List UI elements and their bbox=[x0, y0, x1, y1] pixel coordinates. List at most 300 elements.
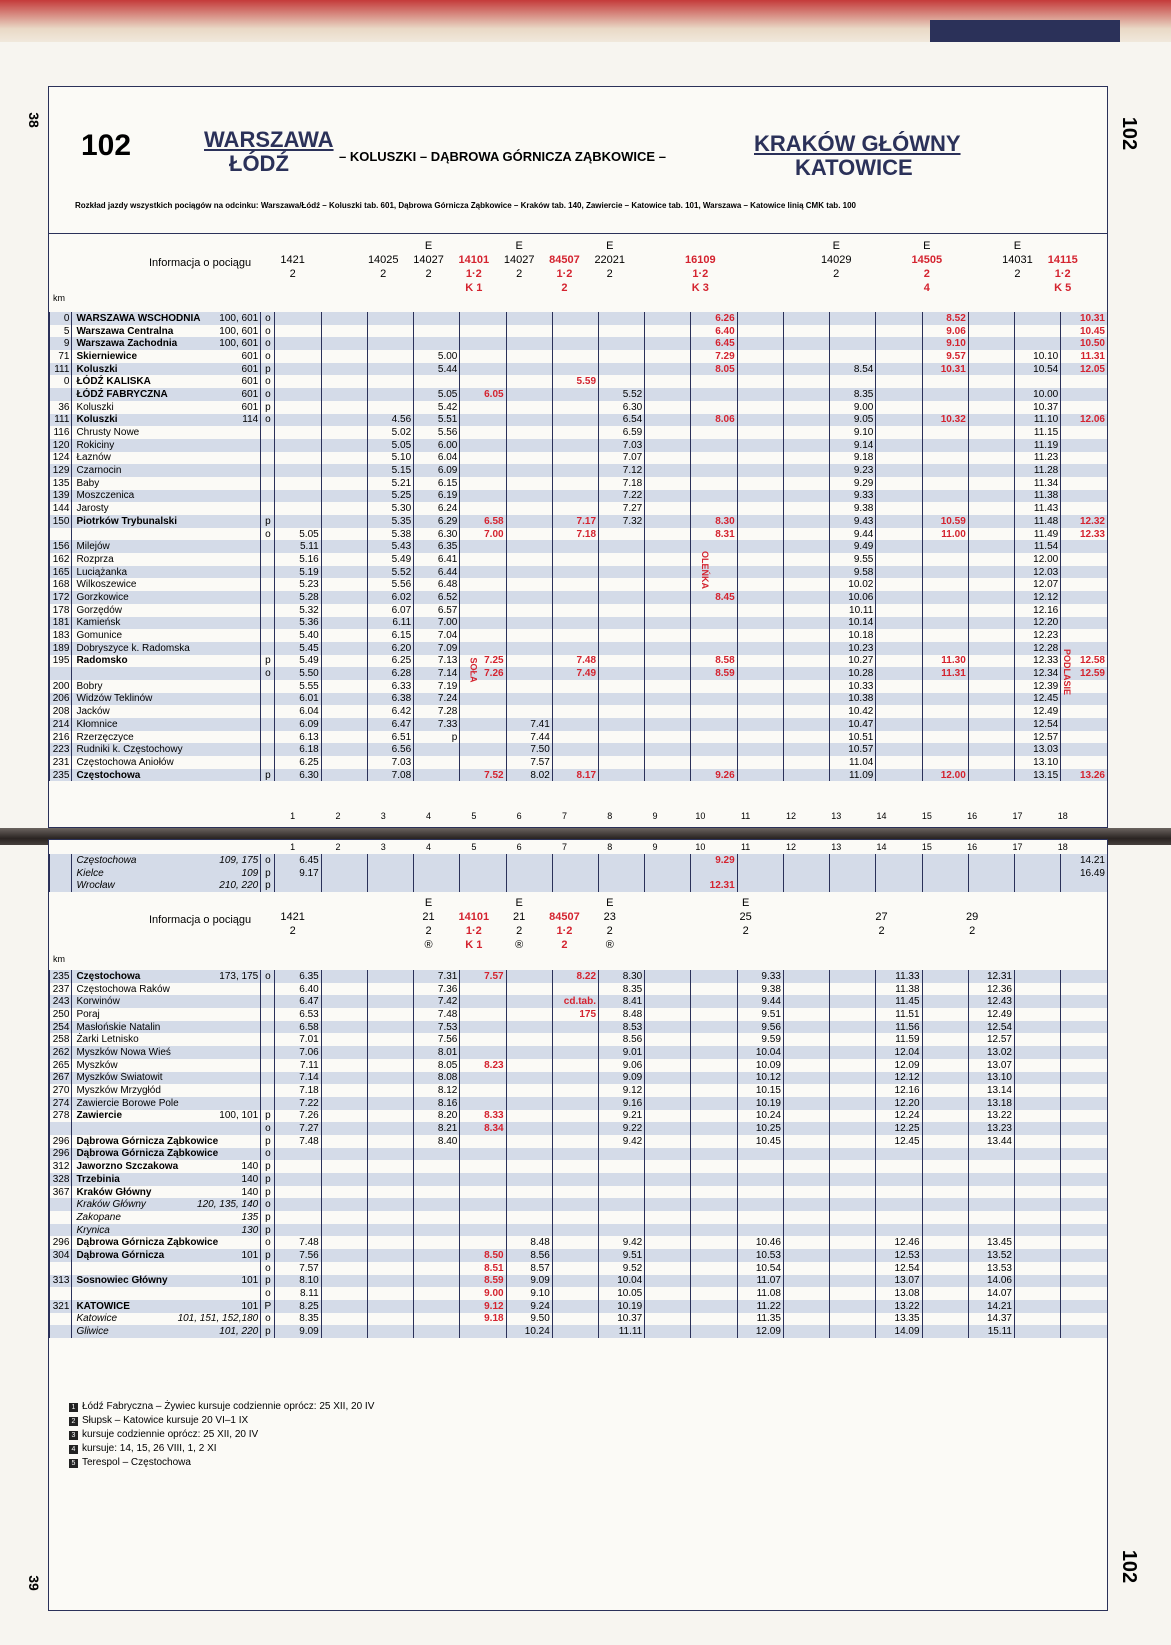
time-cell: 5.15 bbox=[367, 464, 413, 477]
km-cell bbox=[50, 867, 72, 880]
time-cell bbox=[506, 553, 552, 566]
train-name: PODLASIE bbox=[1062, 648, 1073, 696]
time-cell: 9.05 bbox=[830, 414, 876, 427]
time-cell: 6.45 bbox=[691, 337, 737, 350]
time-cell: 10.24 bbox=[506, 1325, 552, 1338]
station-cell bbox=[72, 1198, 261, 1211]
km-cell: 139 bbox=[50, 490, 72, 503]
km-cell bbox=[50, 1325, 72, 1338]
time-cell: 5.45 bbox=[275, 642, 321, 655]
arr-dep-cell bbox=[261, 553, 275, 566]
time-cell: 8.21 bbox=[414, 1122, 460, 1135]
train-category: E bbox=[424, 897, 433, 909]
station-cell bbox=[72, 388, 261, 401]
km-cell bbox=[50, 667, 72, 680]
time-cell: 10.45 bbox=[1061, 325, 1107, 338]
time-cell bbox=[321, 769, 367, 782]
time-cell bbox=[552, 718, 598, 731]
time-cell bbox=[599, 769, 645, 782]
time-cell bbox=[968, 363, 1014, 376]
time-cell bbox=[460, 375, 506, 388]
time-cell bbox=[737, 743, 783, 756]
time-cell bbox=[552, 363, 598, 376]
table-row bbox=[50, 401, 1108, 414]
time-cell bbox=[1061, 1313, 1107, 1326]
train-mark: K 5 bbox=[1054, 282, 1072, 294]
time-cell: 10.12 bbox=[737, 1072, 783, 1085]
time-cell bbox=[321, 578, 367, 591]
time-cell bbox=[552, 464, 598, 477]
time-cell: 11.04 bbox=[830, 756, 876, 769]
station-name: Warszawa Centralna bbox=[76, 325, 174, 337]
time-cell bbox=[1061, 983, 1107, 996]
station-ref: 109, 175 bbox=[219, 854, 259, 866]
km-cell: 367 bbox=[50, 1186, 72, 1199]
time-cell: 6.38 bbox=[367, 693, 413, 706]
time-cell bbox=[645, 490, 691, 503]
time-cell bbox=[830, 1021, 876, 1034]
station-cell bbox=[72, 693, 261, 706]
info-label-lower: Informacja o pociągu bbox=[149, 914, 252, 926]
arr-dep-cell bbox=[261, 756, 275, 769]
km-cell: 237 bbox=[50, 983, 72, 996]
time-cell bbox=[321, 452, 367, 465]
time-cell bbox=[460, 553, 506, 566]
time-cell bbox=[506, 1033, 552, 1046]
time-cell bbox=[737, 756, 783, 769]
time-cell bbox=[922, 578, 968, 591]
train-mark: 4 bbox=[923, 282, 930, 294]
time-cell: 7.48 bbox=[414, 1008, 460, 1021]
footnote-number: 1 bbox=[69, 1403, 78, 1412]
footnote bbox=[69, 1442, 869, 1456]
train-header bbox=[270, 239, 315, 295]
time-cell bbox=[321, 642, 367, 655]
station-cell bbox=[72, 426, 261, 439]
time-cell: 10.14 bbox=[830, 617, 876, 630]
arr-dep-cell: o bbox=[261, 1313, 275, 1326]
time-cell: 6.26 bbox=[691, 312, 737, 325]
time-cell bbox=[460, 1084, 506, 1097]
time-cell: 8.35 bbox=[275, 1313, 321, 1326]
station-cell bbox=[72, 350, 261, 363]
station-name: Myszków Światowit bbox=[76, 1072, 163, 1084]
train-category bbox=[451, 239, 496, 253]
time-cell bbox=[599, 578, 645, 591]
time-cell: 11.34 bbox=[1014, 477, 1060, 490]
km-cell bbox=[50, 854, 72, 867]
time-cell: 6.28 bbox=[367, 667, 413, 680]
time-cell: 12.24 bbox=[876, 1110, 922, 1123]
arr-dep-cell: p bbox=[261, 1186, 275, 1199]
station-cell bbox=[72, 477, 261, 490]
time-cell: 6.53 bbox=[275, 1008, 321, 1021]
time-cell bbox=[1061, 1033, 1107, 1046]
time-cell bbox=[367, 1300, 413, 1313]
train-category bbox=[859, 896, 904, 910]
time-cell: 5.30 bbox=[367, 502, 413, 515]
time-cell bbox=[460, 617, 506, 630]
time-cell bbox=[321, 1072, 367, 1085]
time-cell bbox=[645, 464, 691, 477]
km-cell: 156 bbox=[50, 540, 72, 553]
time-cell bbox=[645, 617, 691, 630]
station-ref: 140 bbox=[241, 1173, 259, 1185]
time-cell bbox=[691, 995, 737, 1008]
time-cell bbox=[1061, 502, 1107, 515]
time-cell bbox=[599, 566, 645, 579]
time-cell bbox=[460, 1097, 506, 1110]
time-cell bbox=[968, 578, 1014, 591]
time-cell bbox=[506, 477, 552, 490]
time-cell bbox=[1061, 718, 1107, 731]
time-cell: 7.09 bbox=[414, 642, 460, 655]
time-cell bbox=[830, 995, 876, 1008]
time-cell: 16.49 bbox=[1061, 867, 1107, 880]
station-ref: 100, 601 bbox=[219, 325, 259, 337]
time-cell bbox=[367, 312, 413, 325]
time-cell bbox=[830, 1211, 876, 1224]
time-cell bbox=[321, 401, 367, 414]
time-cell bbox=[876, 540, 922, 553]
time-cell bbox=[1014, 1198, 1060, 1211]
time-cell bbox=[737, 452, 783, 465]
time-cell: 10.06 bbox=[830, 591, 876, 604]
time-cell bbox=[1061, 1300, 1107, 1313]
time-cell: 7.19 bbox=[414, 680, 460, 693]
km-cell: 254 bbox=[50, 1021, 72, 1034]
station-ref: 100, 101 bbox=[219, 1110, 259, 1122]
train-class: 2 bbox=[606, 268, 613, 280]
station-cell bbox=[72, 983, 261, 996]
time-cell bbox=[552, 1287, 598, 1300]
time-cell bbox=[1014, 337, 1060, 350]
time-cell bbox=[506, 464, 552, 477]
time-cell: 5.05 bbox=[367, 439, 413, 452]
time-cell bbox=[506, 388, 552, 401]
time-cell bbox=[691, 1148, 737, 1161]
time-cell bbox=[968, 464, 1014, 477]
station-name: Wrocław bbox=[76, 880, 115, 892]
table-row bbox=[50, 502, 1108, 515]
footnote bbox=[69, 1456, 869, 1470]
arr-dep-cell: p bbox=[261, 1211, 275, 1224]
time-cell bbox=[691, 553, 737, 566]
time-cell bbox=[321, 515, 367, 528]
time-cell: 6.01 bbox=[275, 693, 321, 706]
train-info-upper bbox=[49, 239, 1107, 311]
time-cell: 13.45 bbox=[968, 1236, 1014, 1249]
time-cell: 7.03 bbox=[599, 439, 645, 452]
arr-dep-cell: o bbox=[261, 1148, 275, 1161]
time-cell: 5.59 bbox=[552, 375, 598, 388]
time-cell bbox=[321, 426, 367, 439]
time-cell bbox=[968, 854, 1014, 867]
station-ref: 130 bbox=[241, 1224, 259, 1236]
time-cell bbox=[922, 452, 968, 465]
time-cell bbox=[876, 1160, 922, 1173]
time-cell: 6.02 bbox=[367, 591, 413, 604]
time-cell: 6.18 bbox=[275, 743, 321, 756]
arr-dep-cell bbox=[261, 578, 275, 591]
km-cell: 150 bbox=[50, 515, 72, 528]
time-cell bbox=[506, 667, 552, 680]
station-name: Częstochowa Aniołów bbox=[76, 756, 174, 768]
time-cell: 8.52 bbox=[922, 312, 968, 325]
time-cell bbox=[321, 439, 367, 452]
time-cell: 6.52 bbox=[414, 591, 460, 604]
time-cell: 9.38 bbox=[830, 502, 876, 515]
time-cell: 11.48 bbox=[1014, 515, 1060, 528]
time-cell bbox=[275, 515, 321, 528]
time-cell bbox=[414, 312, 460, 325]
page-upper bbox=[0, 42, 1171, 837]
time-cell: 7.07 bbox=[599, 452, 645, 465]
time-cell: 6.05 bbox=[460, 388, 506, 401]
train-mark: K 1 bbox=[465, 282, 483, 294]
time-cell bbox=[1061, 490, 1107, 503]
train-number: 14115 bbox=[1047, 254, 1078, 266]
time-cell bbox=[321, 1148, 367, 1161]
footnote-number: 4 bbox=[69, 1445, 78, 1454]
time-cell bbox=[922, 1122, 968, 1135]
time-cell bbox=[599, 731, 645, 744]
station-cell bbox=[72, 1313, 261, 1326]
time-cell bbox=[830, 1097, 876, 1110]
time-cell: 7.44 bbox=[506, 731, 552, 744]
arr-dep-cell bbox=[261, 490, 275, 503]
time-cell: 8.08 bbox=[414, 1072, 460, 1085]
train-category: E bbox=[832, 240, 840, 252]
km-cell: 223 bbox=[50, 743, 72, 756]
station-cell bbox=[72, 1122, 261, 1135]
column-number: 16 bbox=[967, 811, 978, 821]
time-cell bbox=[645, 995, 691, 1008]
time-cell bbox=[552, 1021, 598, 1034]
table-row bbox=[50, 1275, 1108, 1288]
time-cell: 6.15 bbox=[367, 629, 413, 642]
arr-dep-cell bbox=[261, 743, 275, 756]
time-cell: 6.58 bbox=[275, 1021, 321, 1034]
time-cell bbox=[460, 1325, 506, 1338]
time-cell: 11.08 bbox=[737, 1287, 783, 1300]
time-cell: 7.14 bbox=[275, 1072, 321, 1085]
time-cell bbox=[876, 1211, 922, 1224]
time-cell bbox=[506, 401, 552, 414]
km-cell: 214 bbox=[50, 718, 72, 731]
time-cell bbox=[275, 464, 321, 477]
time-cell bbox=[599, 854, 645, 867]
time-cell bbox=[645, 502, 691, 515]
time-cell: 9.44 bbox=[830, 528, 876, 541]
time-cell bbox=[922, 1186, 968, 1199]
time-cell bbox=[830, 1224, 876, 1237]
time-cell bbox=[922, 375, 968, 388]
time-cell bbox=[367, 854, 413, 867]
time-cell bbox=[737, 464, 783, 477]
time-cell bbox=[968, 553, 1014, 566]
time-cell: 6.25 bbox=[367, 655, 413, 668]
time-cell bbox=[783, 426, 829, 439]
time-cell: 13.08 bbox=[876, 1287, 922, 1300]
time-cell: 5.16 bbox=[275, 553, 321, 566]
time-cell bbox=[460, 1033, 506, 1046]
time-cell: 8.23 bbox=[460, 1059, 506, 1072]
time-cell bbox=[599, 553, 645, 566]
time-cell bbox=[922, 1148, 968, 1161]
time-cell bbox=[460, 414, 506, 427]
column-numbers-upper bbox=[49, 811, 1107, 823]
station-ref: 101 bbox=[241, 1300, 259, 1312]
station-cell bbox=[72, 1287, 261, 1300]
time-cell bbox=[460, 705, 506, 718]
time-cell: 7.33 bbox=[414, 718, 460, 731]
time-cell: 6.47 bbox=[367, 718, 413, 731]
time-cell bbox=[321, 591, 367, 604]
time-cell bbox=[645, 680, 691, 693]
time-cell bbox=[321, 1033, 367, 1046]
time-cell bbox=[506, 983, 552, 996]
time-cell bbox=[321, 617, 367, 630]
time-cell: 12.12 bbox=[1014, 591, 1060, 604]
table-row bbox=[50, 515, 1108, 528]
arr-dep-cell bbox=[261, 995, 275, 1008]
time-cell bbox=[321, 1262, 367, 1275]
train-mark bbox=[497, 281, 542, 295]
time-cell: 9.26 bbox=[691, 769, 737, 782]
time-cell bbox=[783, 1325, 829, 1338]
time-cell: 5.25 bbox=[367, 490, 413, 503]
time-cell bbox=[645, 867, 691, 880]
station-cell bbox=[72, 363, 261, 376]
time-cell bbox=[691, 1110, 737, 1123]
time-cell bbox=[1061, 477, 1107, 490]
time-cell bbox=[506, 1046, 552, 1059]
station-name: Myszków Nowa Wieś bbox=[76, 1046, 171, 1058]
time-cell bbox=[968, 1224, 1014, 1237]
km-cell bbox=[50, 879, 72, 892]
time-cell: 10.10 bbox=[1014, 350, 1060, 363]
time-cell bbox=[968, 452, 1014, 465]
time-cell: 11.35 bbox=[737, 1313, 783, 1326]
station-ref: 101, 220 bbox=[219, 1326, 259, 1338]
time-cell: 11.49 bbox=[1014, 528, 1060, 541]
time-cell bbox=[599, 591, 645, 604]
table-row bbox=[50, 566, 1108, 579]
time-cell bbox=[506, 970, 552, 983]
time-cell bbox=[968, 350, 1014, 363]
km-cell bbox=[50, 1211, 72, 1224]
time-cell bbox=[737, 388, 783, 401]
time-cell bbox=[691, 1160, 737, 1173]
time-cell bbox=[876, 325, 922, 338]
time-cell bbox=[552, 1084, 598, 1097]
time-cell bbox=[830, 1198, 876, 1211]
station-cell bbox=[72, 401, 261, 414]
time-cell bbox=[968, 756, 1014, 769]
time-cell bbox=[506, 426, 552, 439]
time-cell bbox=[691, 1313, 737, 1326]
time-cell bbox=[922, 983, 968, 996]
time-cell bbox=[321, 414, 367, 427]
time-cell bbox=[321, 1084, 367, 1097]
station-cell bbox=[72, 540, 261, 553]
time-cell: 7.14 bbox=[414, 667, 460, 680]
column-number: 18 bbox=[1057, 811, 1068, 821]
station-cell bbox=[72, 1249, 261, 1262]
train-category: E bbox=[606, 240, 614, 252]
time-cell bbox=[460, 464, 506, 477]
time-cell bbox=[599, 1160, 645, 1173]
station-cell bbox=[72, 642, 261, 655]
time-cell: 9.22 bbox=[599, 1122, 645, 1135]
time-cell: 10.54 bbox=[1014, 363, 1060, 376]
time-cell bbox=[506, 1072, 552, 1085]
time-cell bbox=[552, 1097, 598, 1110]
time-cell bbox=[876, 591, 922, 604]
station-cell bbox=[72, 718, 261, 731]
time-cell bbox=[1014, 1249, 1060, 1262]
time-cell bbox=[645, 439, 691, 452]
time-cell bbox=[737, 867, 783, 880]
time-cell bbox=[1061, 1046, 1107, 1059]
train-class: 2 bbox=[1014, 268, 1021, 280]
time-cell bbox=[783, 1097, 829, 1110]
time-cell bbox=[506, 1148, 552, 1161]
time-cell bbox=[367, 1122, 413, 1135]
time-cell: 10.05 bbox=[599, 1287, 645, 1300]
time-cell bbox=[1061, 426, 1107, 439]
time-cell bbox=[367, 1262, 413, 1275]
time-cell bbox=[506, 854, 552, 867]
time-cell bbox=[552, 591, 598, 604]
time-cell: 12.45 bbox=[1014, 693, 1060, 706]
time-cell bbox=[968, 743, 1014, 756]
time-cell bbox=[460, 477, 506, 490]
time-cell bbox=[367, 1072, 413, 1085]
train-header bbox=[451, 239, 496, 295]
time-cell bbox=[506, 350, 552, 363]
time-cell bbox=[830, 1173, 876, 1186]
time-cell bbox=[645, 1097, 691, 1110]
station-name: Kamieńsk bbox=[76, 617, 121, 629]
time-cell bbox=[691, 464, 737, 477]
time-cell bbox=[552, 1072, 598, 1085]
time-cell bbox=[414, 1198, 460, 1211]
time-cell bbox=[783, 642, 829, 655]
time-cell bbox=[645, 540, 691, 553]
train-class: 2 bbox=[742, 925, 749, 937]
time-cell: 11.38 bbox=[1014, 490, 1060, 503]
arr-dep-cell bbox=[261, 426, 275, 439]
time-cell: 5.52 bbox=[599, 388, 645, 401]
time-cell bbox=[599, 680, 645, 693]
time-cell bbox=[1014, 1224, 1060, 1237]
time-cell bbox=[1061, 401, 1107, 414]
time-cell bbox=[691, 1325, 737, 1338]
column-number: 18 bbox=[1057, 842, 1068, 852]
time-cell: 8.58 bbox=[691, 655, 737, 668]
station-cell bbox=[72, 1148, 261, 1161]
time-cell bbox=[876, 617, 922, 630]
time-cell bbox=[876, 769, 922, 782]
time-cell: 7.17 bbox=[552, 515, 598, 528]
time-cell bbox=[1014, 1046, 1060, 1059]
train-class: 1·2 bbox=[556, 925, 573, 937]
time-cell bbox=[414, 337, 460, 350]
time-cell bbox=[691, 439, 737, 452]
time-cell bbox=[460, 718, 506, 731]
